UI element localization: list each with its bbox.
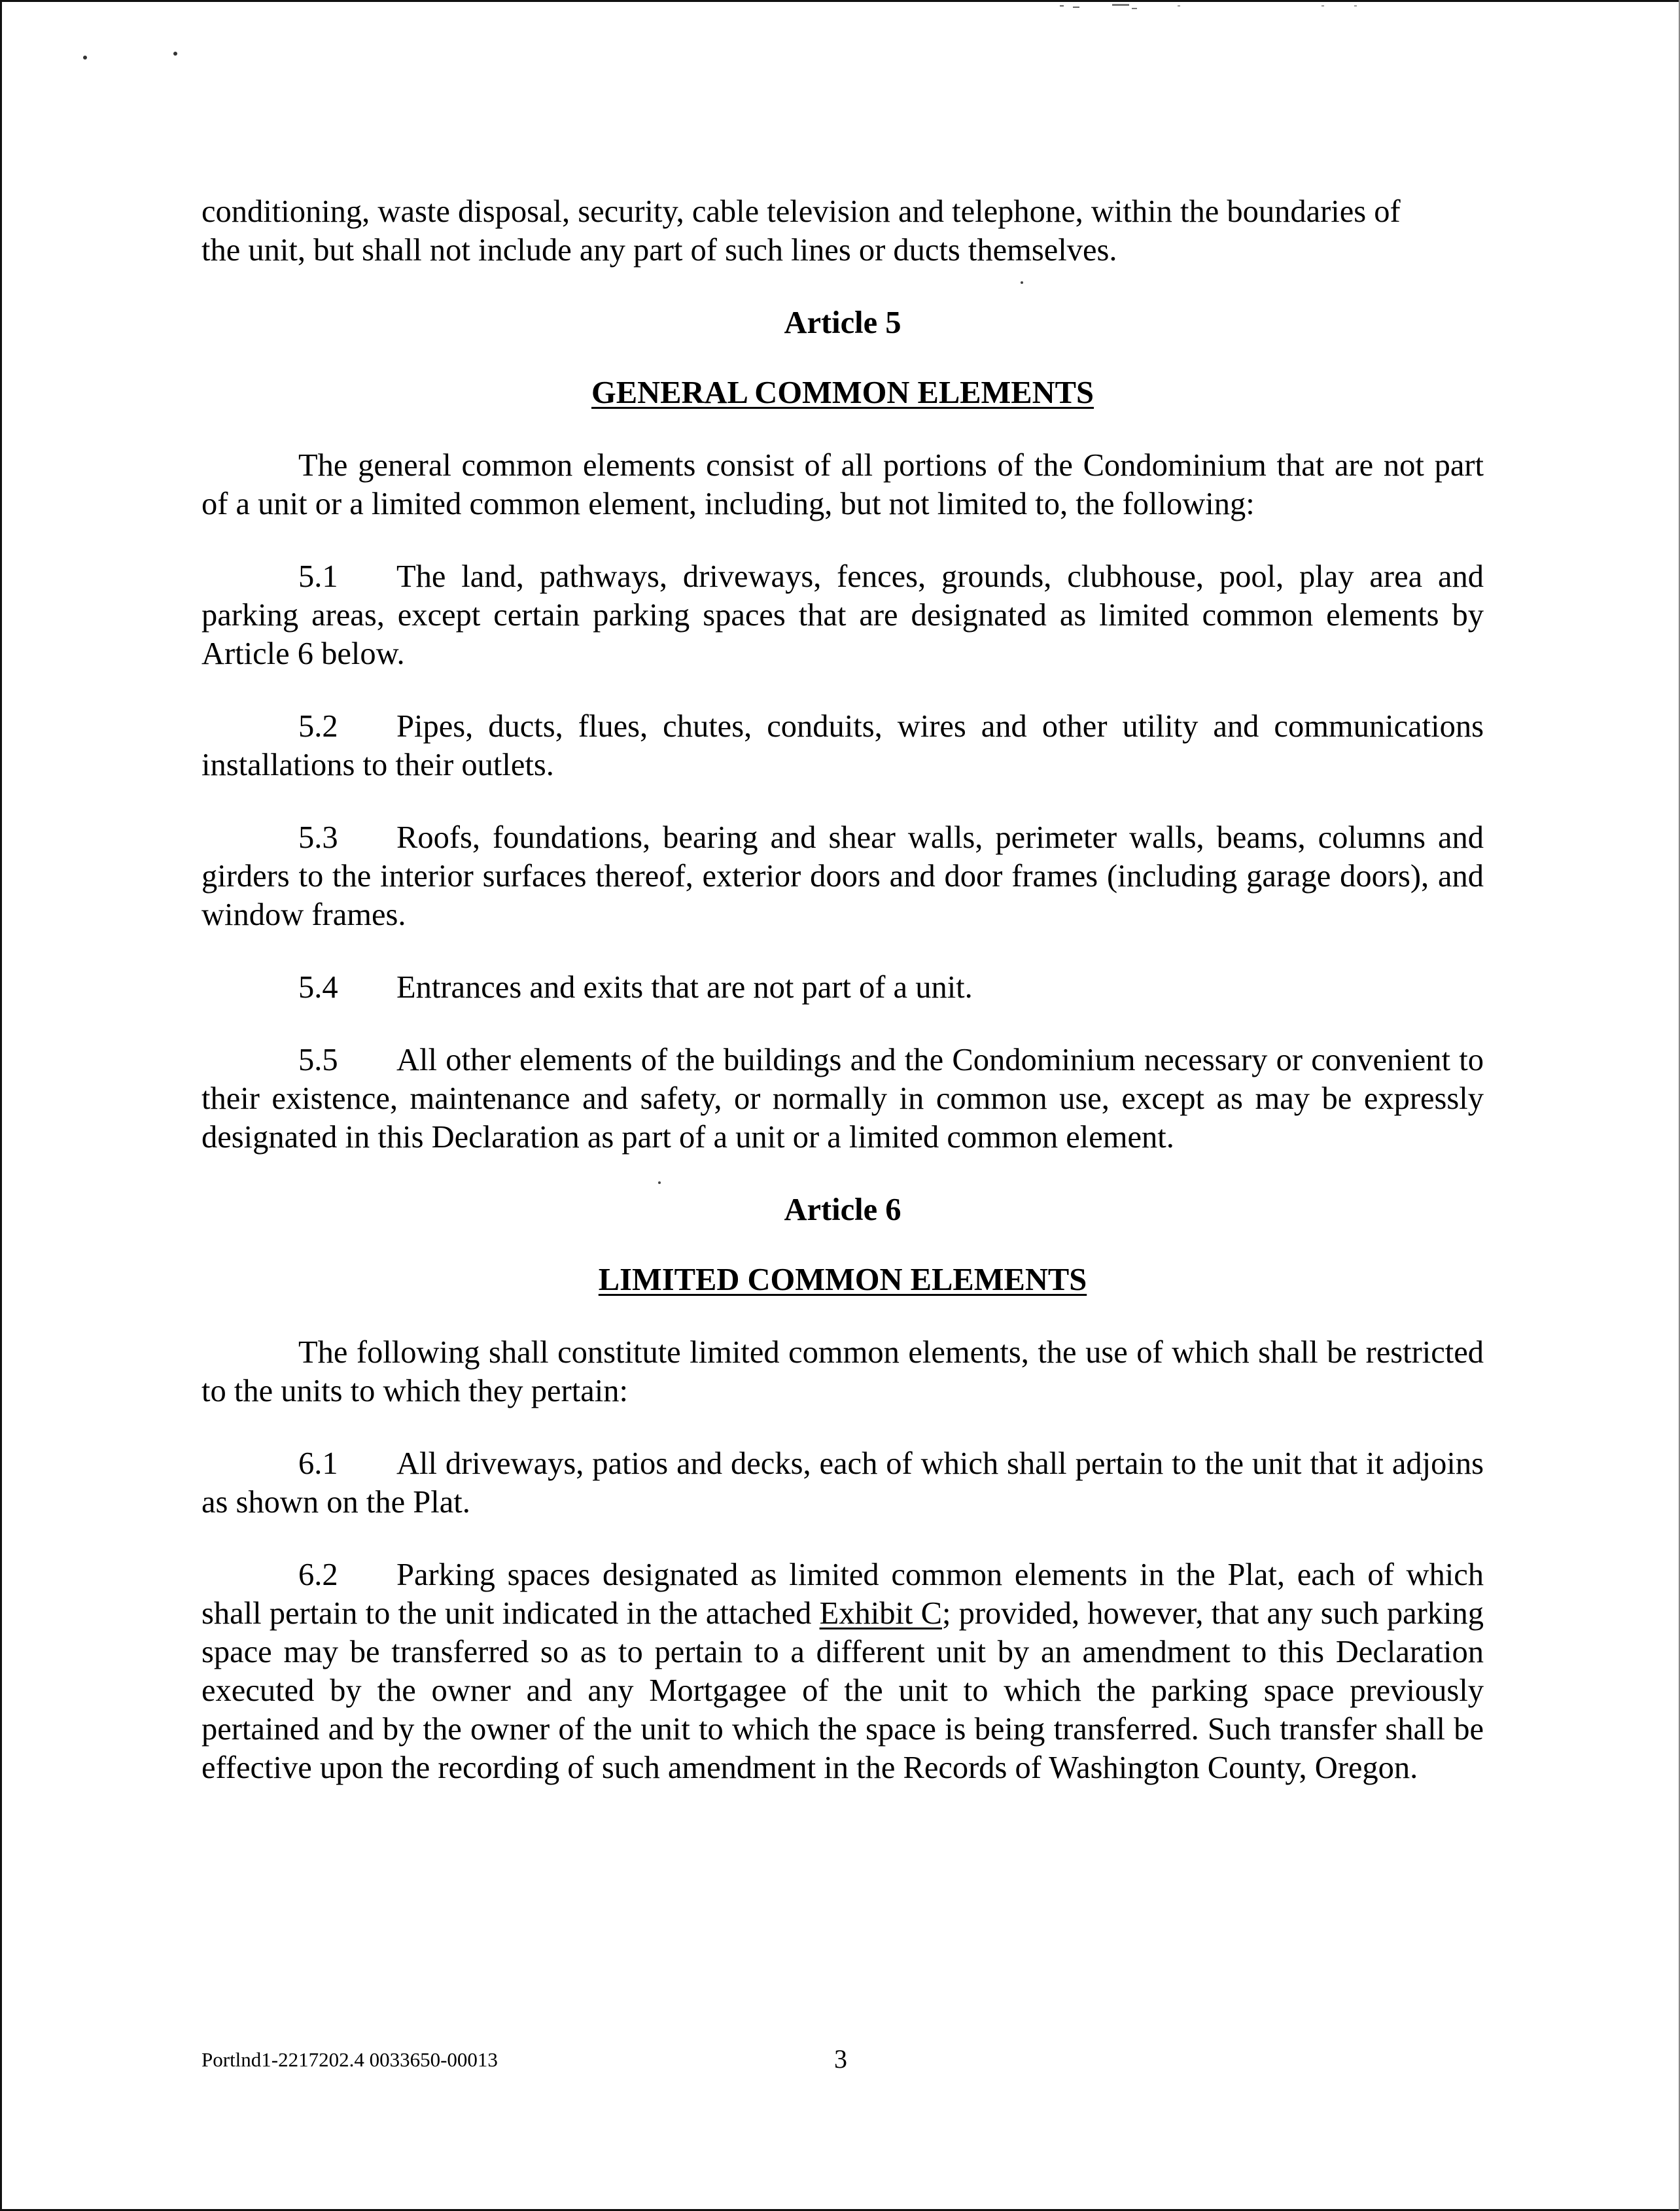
article-5-title: Article 5 [784,305,901,340]
section-6-2 [201,1556,1484,1787]
section-text: The land, pathways, driveways, fences, grounds, clubhouse, pool, play area and parking areas, except certain parking spaces that are designated as limited common elements by Article 6 below. [201,559,1484,671]
section-5-3 [201,818,1484,934]
article-6-heading [201,1261,1484,1299]
article-5-heading [201,374,1484,412]
intro-line-2: the unit, but shall not include any part of such lines or ducts themselves. [201,233,1117,268]
article-6-title: Article 6 [784,1193,901,1227]
section-text: Pipes, ducts, flues, chutes, conduits, wires and other utility and communications installations to their outlets. [201,709,1484,782]
exhibit-c-reference: Exhibit C [819,1596,942,1631]
section-number: 5.3 [298,820,338,855]
section-5-1 [201,557,1484,673]
section-5-5 [201,1041,1484,1157]
footer-document-id: Portlnd1-2217202.4 0033650-00013 [201,2048,498,2071]
section-text: All other elements of the buildings and the Condominium necessary or convenient to their existence, maintenance and safety, or normally in common use, except as may be expressly designated in this Declaration as part of a unit or a limited common element. [201,1043,1484,1155]
section-5-4 [201,968,1484,1007]
section-number: 5.2 [298,709,338,744]
section-number: 5.4 [298,970,338,1005]
section-text: Entrances and exits that are not part of a unit. [396,970,973,1005]
section-number: 6.1 [298,1446,338,1481]
section-text: All driveways, patios and decks, each of which shall pertain to the unit that it adjoins as shown on the Plat. [201,1446,1484,1520]
section-6-1 [201,1444,1484,1522]
article-5-intro: The general common elements consist of all portions of the Condominium that are not part of a unit or a limited common element, including, but not limited to, the following: [201,448,1484,521]
article-5-heading-text: GENERAL COMMON ELEMENTS [591,375,1094,410]
section-text: Roofs, foundations, bearing and shear walls, perimeter walls, beams, columns and girders to the interior surfaces thereof, exterior doors and door frames (including garage doors), and window frames. [201,820,1484,932]
intro-line-1: conditioning, waste disposal, security, cable television and telephone, within the boundaries of [201,194,1401,229]
article-6-intro: The following shall constitute limited common elements, the use of which shall be restricted to the units to which they pertain: [201,1335,1484,1408]
article-6-heading-text: LIMITED COMMON ELEMENTS [598,1262,1087,1297]
section-number: 5.5 [298,1043,338,1077]
document-body [201,192,1484,1787]
section-text-after: ; provided, however, that any such parking space may be transferred so as to pertain to a different unit by an amendment to this Declaration executed by the owner and any Mortgagee of the unit to which the parking space previously pertained and by the owner of the unit to which the space is being transferred. Such transfer shall be effective upon the recording of such amendment in the Records of Washington County, Oregon. [201,1596,1484,1785]
section-number: 5.1 [298,559,338,594]
section-number: 6.2 [298,1558,338,1592]
section-text-before: Parking spaces designated as limited common elements in the Plat, each of which shall pertain to the unit indicated in the attached [201,1558,1484,1631]
section-5-2 [201,707,1484,784]
page-number: 3 [834,2044,847,2074]
